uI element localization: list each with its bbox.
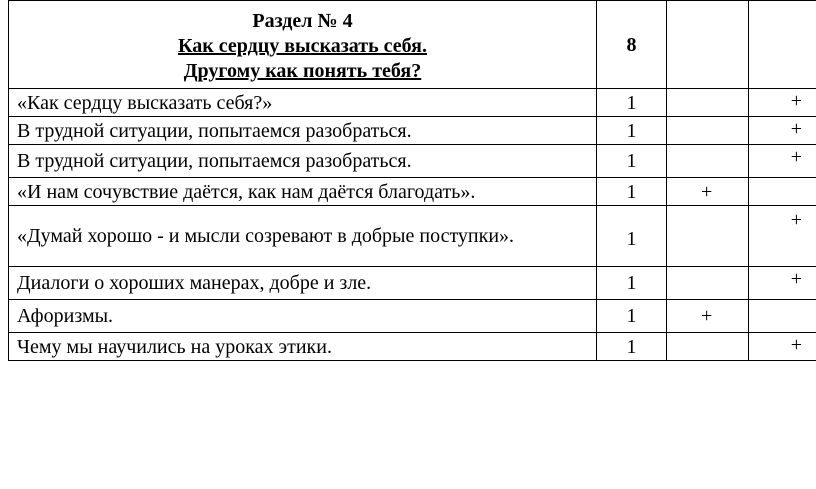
lesson-title: Чему мы научились на уроках этики. xyxy=(9,333,597,361)
lesson-mark-a: + xyxy=(667,300,749,333)
lesson-mark-a xyxy=(667,267,749,300)
section-number: Раздел № 4 xyxy=(252,10,353,32)
lesson-mark-b: + xyxy=(749,117,816,145)
lesson-title: «Думай хорошо - и мысли созревают в добрые поступки». xyxy=(9,206,597,267)
lesson-mark-a xyxy=(667,206,749,267)
lesson-title: Диалоги о хороших манерах, добре и зле. xyxy=(9,267,597,300)
table-row xyxy=(9,333,816,361)
lesson-mark-b xyxy=(749,300,816,333)
lesson-hours: 1 xyxy=(597,145,667,178)
lesson-title: «И нам сочувствие даётся, как нам даётся благодать». xyxy=(9,178,597,206)
lesson-title: В трудной ситуации, попытаемся разобраться. xyxy=(9,117,597,145)
lesson-hours: 1 xyxy=(597,267,667,300)
lesson-title: Афоризмы. xyxy=(9,300,597,333)
lesson-mark-b: + xyxy=(749,145,816,178)
lesson-mark-a xyxy=(667,117,749,145)
lesson-hours: 1 xyxy=(597,333,667,361)
lesson-plan-table xyxy=(8,0,816,361)
section-title-line-1: Как сердцу высказать себя. xyxy=(177,35,427,57)
table-row xyxy=(9,117,816,145)
table-row xyxy=(9,145,816,178)
section-hours: 8 xyxy=(597,1,667,89)
lesson-hours: 1 xyxy=(597,206,667,267)
table-row xyxy=(9,178,816,206)
table-row xyxy=(9,267,816,300)
lesson-mark-a: + xyxy=(667,178,749,206)
section-title-line-2: Другому как понять тебя? xyxy=(183,60,422,82)
lesson-hours: 1 xyxy=(597,117,667,145)
table-row xyxy=(9,206,816,267)
lesson-title: В трудной ситуации, попытаемся разобраться. xyxy=(9,145,597,178)
lesson-mark-b: + xyxy=(749,89,816,117)
table-row xyxy=(9,89,816,117)
lesson-mark-b xyxy=(749,178,816,206)
table-row xyxy=(9,300,816,333)
lesson-hours: 1 xyxy=(597,178,667,206)
lesson-mark-b: + xyxy=(749,333,816,361)
section-mark-a-cell xyxy=(667,1,749,89)
lesson-hours: 1 xyxy=(597,300,667,333)
lesson-mark-b: + xyxy=(749,206,816,267)
section-mark-b-cell xyxy=(749,1,816,89)
section-header-row xyxy=(9,1,816,89)
lesson-mark-b: + xyxy=(749,267,816,300)
section-heading-cell xyxy=(9,1,597,89)
lesson-hours: 1 xyxy=(597,89,667,117)
lesson-mark-a xyxy=(667,145,749,178)
lesson-mark-a xyxy=(667,89,749,117)
lesson-mark-a xyxy=(667,333,749,361)
lesson-title: «Как сердцу высказать себя?» xyxy=(9,89,597,117)
